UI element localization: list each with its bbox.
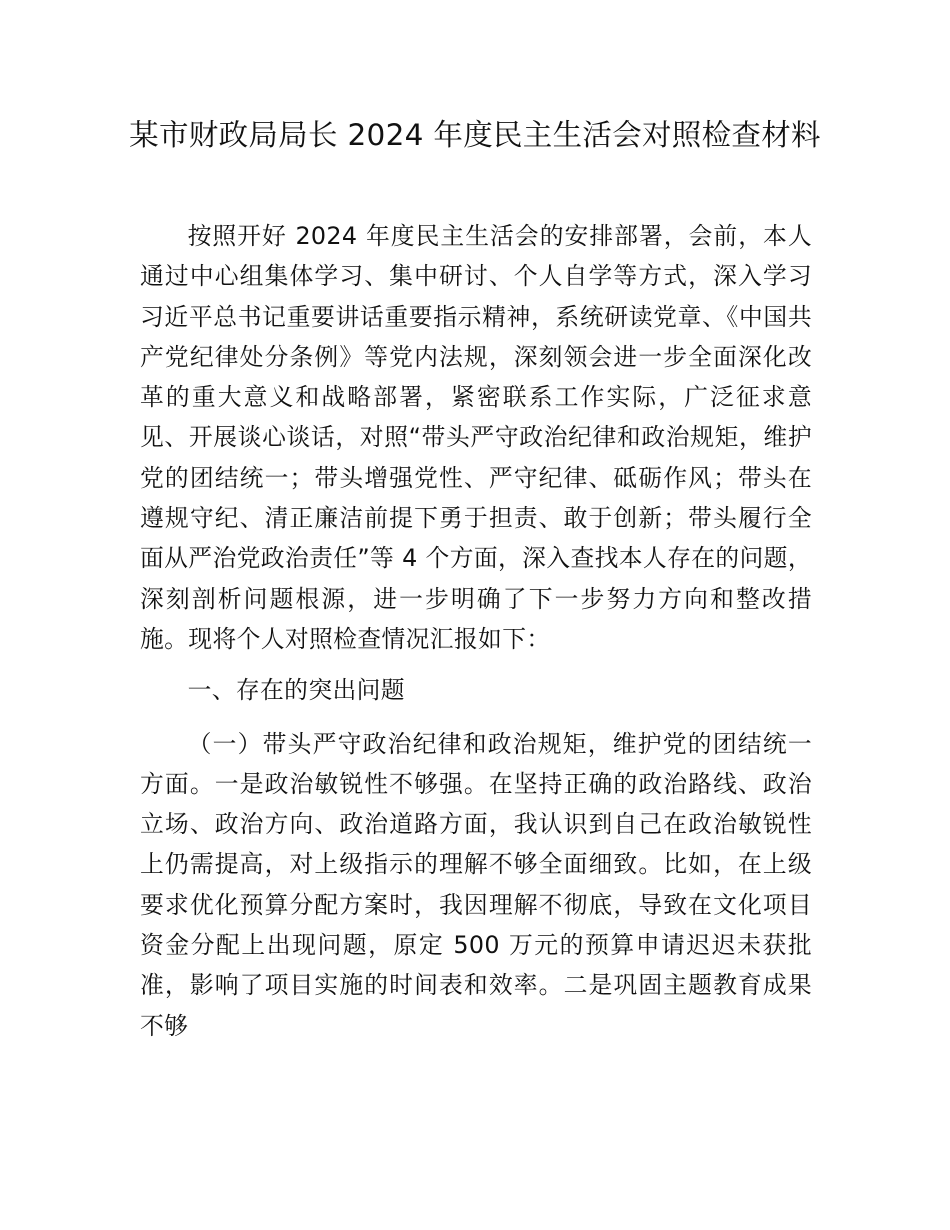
section-heading: 一、存在的突出问题 <box>187 676 405 705</box>
section-paragraph: （一）带头严守政治纪律和政治规矩，维护党的团结统一方面。一是政治敏锐性不够强。在坚持正确的政治路线、政治立场、政治方向、政治道路方面，我认识到自己在政治敏锐性上仍需提高，对上级指示的理解不够全面细致。比如，在上级要求优化预算分配方案时，我因理解不彻底，导致在文化项目资金分配上出现问题，原定 500 万元的预算申请迟迟未获批准，影响了项目实施的时间表和效率。二是巩固主题教育成果不够 <box>140 729 812 1040</box>
document-title: 某市财政局局长 2024 年度民主生活会对照检查材料 <box>129 118 821 152</box>
intro-paragraph: 按照开好 2024 年度民主生活会的安排部署，会前，本人通过中心组集体学习、集中研讨、个人自学等方式，深入学习习近平总书记重要讲话重要指示精神，系统研读党章、《中国共产党纪律处分条例》等党内法规，深刻领会进一步全面深化改革的重大意义和战略部署，紧密联系工作实际，广泛征求意见、开展谈心谈话，对照“带头严守政治纪律和政治规矩，维护党的团结统一；带头增强党性、严守纪律、砥砺作风；带头在遵规守纪、清正廉洁前提下勇于担责、敢于创新；带头履行全面从严治党政治责任”等 4 个方面，深入查找本人存在的问题，深刻剖析问题根源，进一步明确了下一步努力方向和整改措施。现将个人对照检查情况汇报如下： <box>140 222 812 653</box>
document-body <box>140 216 812 1046</box>
